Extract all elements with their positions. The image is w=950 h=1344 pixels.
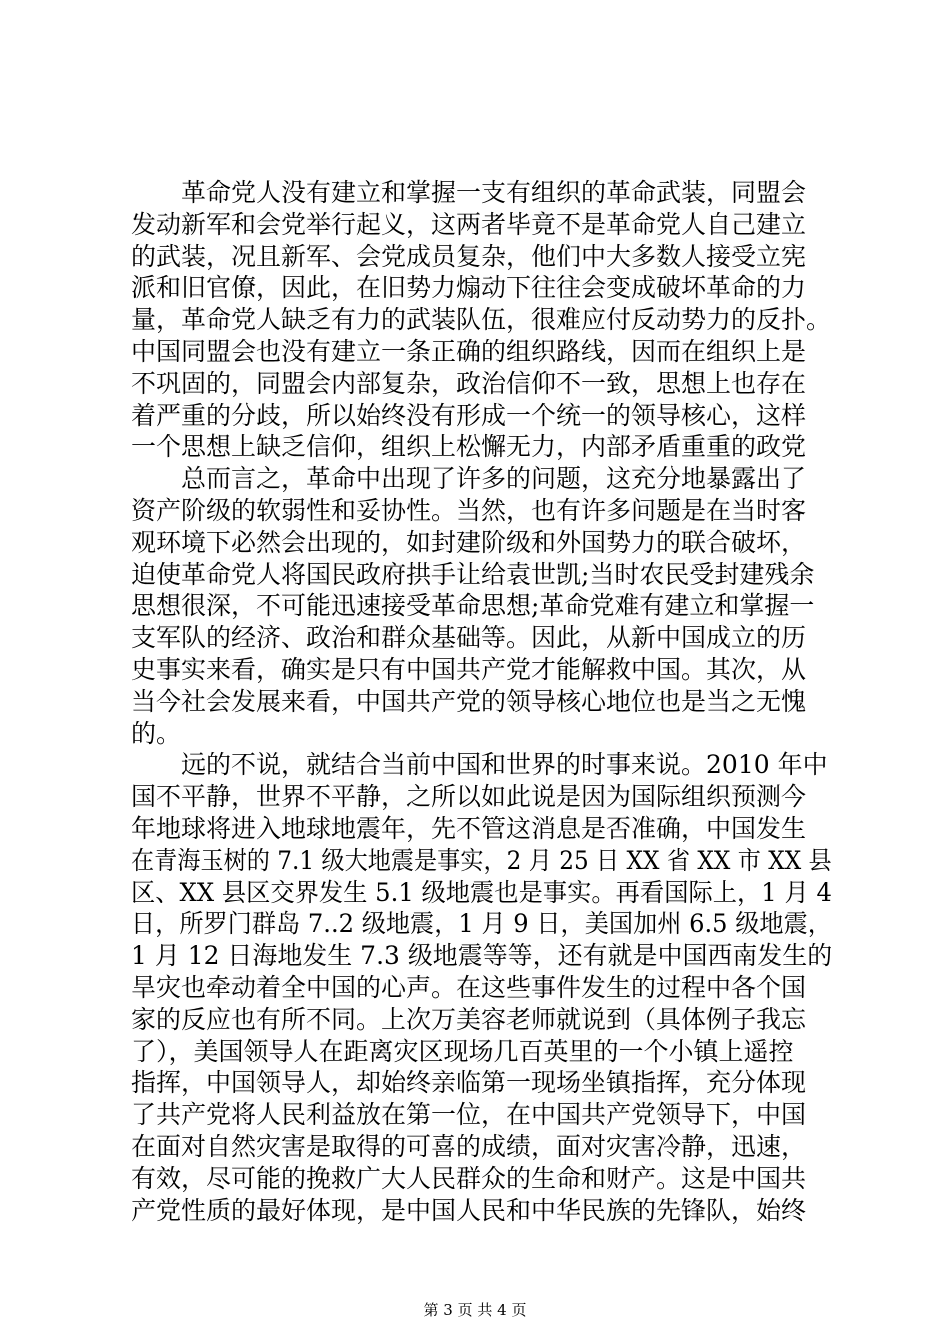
text-line: 有效，尽可能的挽救广大人民群众的生命和财产。这是中国共 <box>131 1164 807 1193</box>
text-line: 了共产党将人民利益放在第一位，在中国共产党领导下，中国 <box>131 1100 807 1129</box>
text-line: 日，所罗门群岛 7..2 级地震，1 月 9 日，美国加州 6.5 级地震， <box>131 909 832 938</box>
text-line: 观环境下必然会出现的，如封建阶级和外国势力的联合破坏， <box>131 528 807 557</box>
text-line: 了），美国领导人在距离灾区现场几百英里的一个小镇上遥控 <box>131 1037 794 1066</box>
text-line: 革命党人没有建立和掌握一支有组织的革命武装，同盟会 <box>131 178 807 207</box>
text-line: 在面对自然灾害是取得的可喜的成绩，面对灾害冷静，迅速， <box>131 1132 807 1161</box>
text-line: 派和旧官僚，因此，在旧势力煽动下往往会变成破坏革命的力 <box>131 273 807 302</box>
text-line: 中国同盟会也没有建立一条正确的组织路线，因而在组织上是 <box>131 337 807 366</box>
text-line: 总而言之，革命中出现了许多的问题，这充分地暴露出了 <box>131 464 807 493</box>
text-line: 国不平静，世界不平静，之所以如此说是因为国际组织预测今 <box>131 782 807 811</box>
text-line: 量，革命党人缺乏有力的武装队伍，很难应付反动势力的反扑。 <box>131 305 832 334</box>
text-line: 史事实来看，确实是只有中国共产党才能解救中国。其次，从 <box>131 655 807 684</box>
text-line: 资产阶级的软弱性和妥协性。当然，也有许多问题是在当时客 <box>131 496 807 525</box>
text-line: 1 月 12 日海地发生 7.3 级地震等等，还有就是中国西南发生的 <box>131 941 833 970</box>
text-line: 当今社会发展来看，中国共产党的领导核心地位也是当之无愧 <box>131 687 807 716</box>
text-line: 迫使革命党人将国民政府拱手让给袁世凯;当时农民受封建残余 <box>131 560 815 589</box>
text-line: 发动新军和会党举行起义，这两者毕竟不是革命党人自己建立 <box>131 210 807 239</box>
text-line: 指挥，中国领导人，却始终亲临第一现场坐镇指挥，充分体现 <box>131 1068 807 1097</box>
text-line: 思想很深，不可能迅速接受革命思想;革命党难有建立和掌握一 <box>131 591 815 620</box>
text-line: 在青海玉树的 7.1 级大地震是事实，2 月 25 日 XX 省 XX 市 XX 县 <box>131 846 832 875</box>
page-footer: 第 3 页 共 4 页 <box>423 1301 527 1319</box>
text-line: 一个思想上缺乏信仰，组织上松懈无力，内部矛盾重重的政党 <box>131 432 807 461</box>
text-line: 着严重的分歧，所以始终没有形成一个统一的领导核心，这样 <box>131 401 807 430</box>
text-line: 不巩固的，同盟会内部复杂，政治信仰不一致，思想上也存在 <box>131 369 807 398</box>
text-line: 旱灾也牵动着全中国的心声。在这些事件发生的过程中各个国 <box>131 973 807 1002</box>
text-line: 的。 <box>131 719 182 748</box>
text-line: 远的不说，就结合当前中国和世界的时事来说。2010 年中 <box>131 750 828 779</box>
text-line: 家的反应也有所不同。上次万美容老师就说到（具体例子我忘 <box>131 1005 807 1034</box>
text-line: 年地球将进入地球地震年，先不管这消息是否准确，中国发生 <box>131 814 807 843</box>
text-line: 产党性质的最好体现，是中国人民和中华民族的先锋队，始终 <box>131 1196 807 1225</box>
text-line: 区、XX 县区交界发生 5.1 级地震也是事实。再看国际上，1 月 4 <box>131 878 832 907</box>
text-line: 支军队的经济、政治和群众基础等。因此，从新中国成立的历 <box>131 623 807 652</box>
text-line: 的武装，况且新军、会党成员复杂，他们中大多数人接受立宪 <box>131 242 807 271</box>
